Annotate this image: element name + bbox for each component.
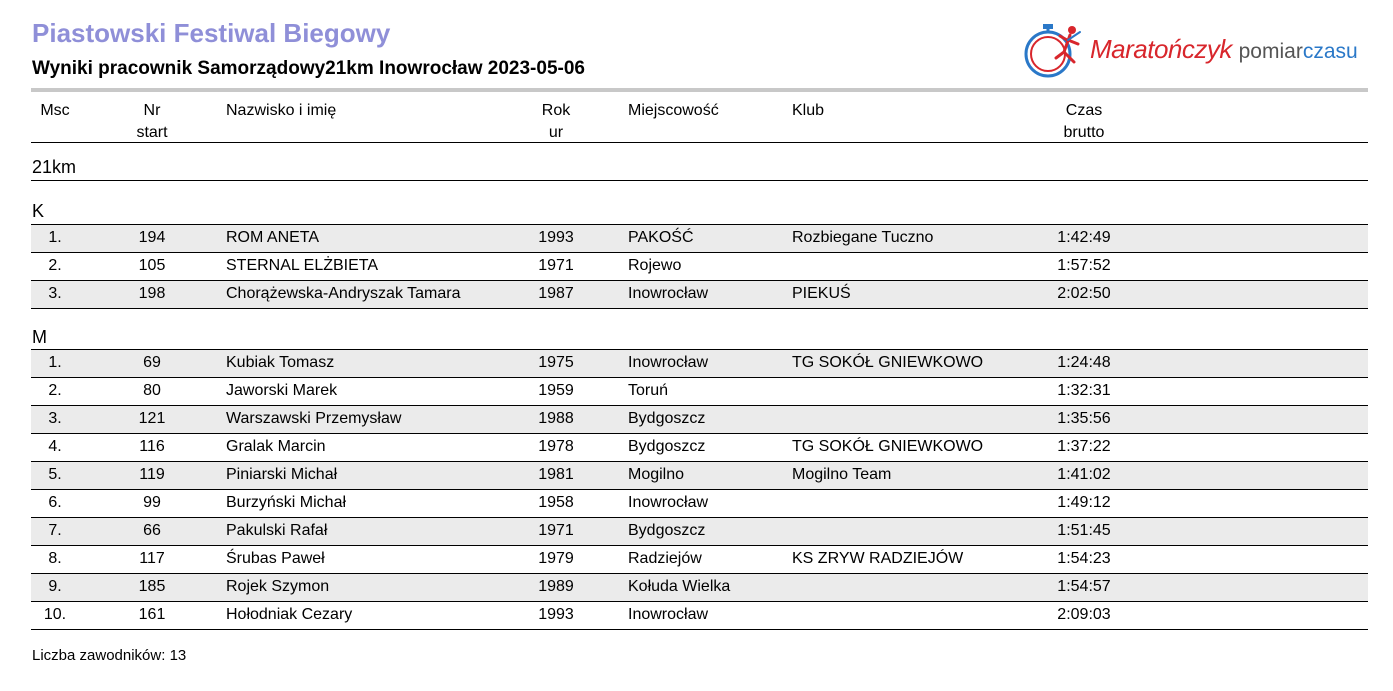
table-row <box>31 602 1368 630</box>
cell-nr: 198 <box>138 285 166 302</box>
cell-msc: 4. <box>48 438 62 455</box>
cell-time: 1:49:12 <box>1057 494 1111 511</box>
table-row <box>31 462 1368 490</box>
brand-name-text: Maratończyk <box>1090 34 1232 64</box>
brand-logo <box>1022 18 1372 80</box>
cell-name: Kubiak Tomasz <box>226 354 335 371</box>
cell-time: 1:24:48 <box>1057 354 1111 371</box>
cell-club: Rozbiegane Tuczno <box>792 229 934 246</box>
cell-city: Bydgoszcz <box>628 410 706 427</box>
cell-city: Radziejów <box>628 550 702 567</box>
cell-name: Gralak Marcin <box>226 438 326 455</box>
cell-time: 1:41:02 <box>1057 466 1111 483</box>
table-row <box>31 518 1368 546</box>
brand-sub-b: czasu <box>1302 40 1358 63</box>
cell-rok: 1975 <box>538 354 574 371</box>
cell-nr: 116 <box>139 438 165 455</box>
col-header-rok: Rok ur <box>541 102 571 141</box>
col-header-city: Miejscowość <box>628 102 719 119</box>
table-row <box>31 225 1368 253</box>
cell-city: Bydgoszcz <box>628 438 706 455</box>
cell-msc: 2. <box>48 382 62 399</box>
cell-nr: 105 <box>138 257 166 274</box>
cell-rok: 1959 <box>538 382 574 399</box>
cell-msc: 1. <box>48 229 62 246</box>
cell-city: Mogilno <box>628 466 685 483</box>
cell-msc: 9. <box>48 578 62 595</box>
cell-club: PIEKUŚ <box>792 285 851 302</box>
cell-msc: 1. <box>48 354 62 371</box>
cell-club: KS ZRYW RADZIEJÓW <box>792 550 964 567</box>
table-row <box>31 281 1368 309</box>
distance-rule <box>31 180 1368 181</box>
cell-msc: 3. <box>48 410 62 427</box>
cell-rok: 1971 <box>538 522 574 539</box>
distance-heading: 21km <box>32 157 77 177</box>
cell-msc: 10. <box>43 606 67 623</box>
group-heading-m: M <box>32 327 47 347</box>
cell-rok: 1981 <box>538 466 574 483</box>
cell-city: Bydgoszcz <box>628 522 706 539</box>
brand-sub-a: pomiar <box>1238 40 1303 63</box>
cell-name: STERNAL ELŻBIETA <box>226 257 379 274</box>
cell-rok: 1993 <box>538 606 574 623</box>
cell-nr: 99 <box>143 494 161 511</box>
cell-city: Inowrocław <box>628 285 709 302</box>
cell-city: Inowrocław <box>628 494 709 511</box>
cell-time: 1:37:22 <box>1057 438 1111 455</box>
cell-nr: 185 <box>138 578 166 595</box>
cell-nr: 119 <box>139 466 165 483</box>
cell-name: Piniarski Michał <box>226 466 338 483</box>
cell-club: Mogilno Team <box>792 466 892 483</box>
cell-rok: 1989 <box>538 578 574 595</box>
cell-name: Pakulski Rafał <box>226 522 328 539</box>
cell-name: Śrubas Paweł <box>226 550 325 567</box>
cell-nr: 161 <box>138 606 166 623</box>
table-row <box>31 406 1368 434</box>
cell-msc: 6. <box>48 494 62 511</box>
cell-rok: 1987 <box>538 285 574 302</box>
cell-rok: 1958 <box>538 494 574 511</box>
cell-rok: 1971 <box>538 257 574 274</box>
cell-name: ROM ANETA <box>226 229 320 246</box>
cell-city: Rojewo <box>628 257 682 274</box>
cell-time: 1:32:31 <box>1057 382 1111 399</box>
page-subtitle: Wyniki pracownik Samorządowy21km Inowrocław 2023-05-06 <box>32 58 585 79</box>
stopwatch-runner-icon <box>1022 18 1092 80</box>
cell-name: Burzyński Michał <box>226 494 347 511</box>
cell-city: Inowrocław <box>628 354 709 371</box>
cell-rok: 1993 <box>538 229 574 246</box>
cell-nr: 80 <box>143 382 161 399</box>
table-row <box>31 350 1368 378</box>
cell-club: TG SOKÓŁ GNIEWKOWO <box>792 438 984 455</box>
table-row <box>31 253 1368 281</box>
col-header-msc: Msc <box>40 102 70 119</box>
participant-count: Liczba zawodników: 13 <box>32 647 187 664</box>
cell-nr: 66 <box>143 522 161 539</box>
cell-nr: 121 <box>138 410 166 427</box>
cell-time: 1:42:49 <box>1057 229 1111 246</box>
cell-name: Warszawski Przemysław <box>226 410 402 427</box>
table-row <box>31 378 1368 406</box>
col-header-club: Klub <box>792 102 825 119</box>
cell-nr: 69 <box>143 354 161 371</box>
cell-time: 2:09:03 <box>1057 606 1111 623</box>
table-row <box>31 490 1368 518</box>
header-bottom-rule <box>31 142 1368 143</box>
cell-club: TG SOKÓŁ GNIEWKOWO <box>792 354 984 371</box>
cell-msc: 5. <box>48 466 62 483</box>
cell-msc: 3. <box>48 285 62 302</box>
cell-time: 1:57:52 <box>1057 257 1111 274</box>
brand-name <box>1090 34 1358 65</box>
cell-nr: 194 <box>138 229 166 246</box>
table-row <box>31 434 1368 462</box>
cell-name: Chorążewska-Andryszak Tamara <box>226 285 461 302</box>
table-row <box>31 546 1368 574</box>
cell-time: 1:51:45 <box>1057 522 1111 539</box>
header-rule <box>31 88 1368 92</box>
cell-rok: 1978 <box>538 438 574 455</box>
cell-msc: 2. <box>48 257 62 274</box>
col-header-time: Czas brutto <box>1063 102 1105 141</box>
cell-name: Rojek Szymon <box>226 578 330 595</box>
cell-time: 1:54:23 <box>1057 550 1111 567</box>
cell-city: Inowrocław <box>628 606 709 623</box>
page-title: Piastowski Festiwal Biegowy <box>32 18 391 48</box>
cell-msc: 8. <box>48 550 62 567</box>
cell-time: 1:35:56 <box>1057 410 1111 427</box>
group-heading-k: K <box>32 201 45 221</box>
cell-time: 2:02:50 <box>1057 285 1111 302</box>
cell-rok: 1979 <box>538 550 574 567</box>
cell-city: Toruń <box>628 382 669 399</box>
cell-rok: 1988 <box>538 410 574 427</box>
cell-time: 1:54:57 <box>1057 578 1111 595</box>
cell-name: Jaworski Marek <box>226 382 338 399</box>
col-header-name: Nazwisko i imię <box>226 102 337 119</box>
col-header-nr: Nr start <box>136 102 168 141</box>
cell-city: PAKOŚĆ <box>628 229 694 246</box>
table-row <box>31 574 1368 602</box>
cell-name: Hołodniak Cezary <box>226 606 353 623</box>
cell-city: Kołuda Wielka <box>628 578 731 595</box>
cell-msc: 7. <box>48 522 62 539</box>
cell-nr: 117 <box>139 550 165 567</box>
